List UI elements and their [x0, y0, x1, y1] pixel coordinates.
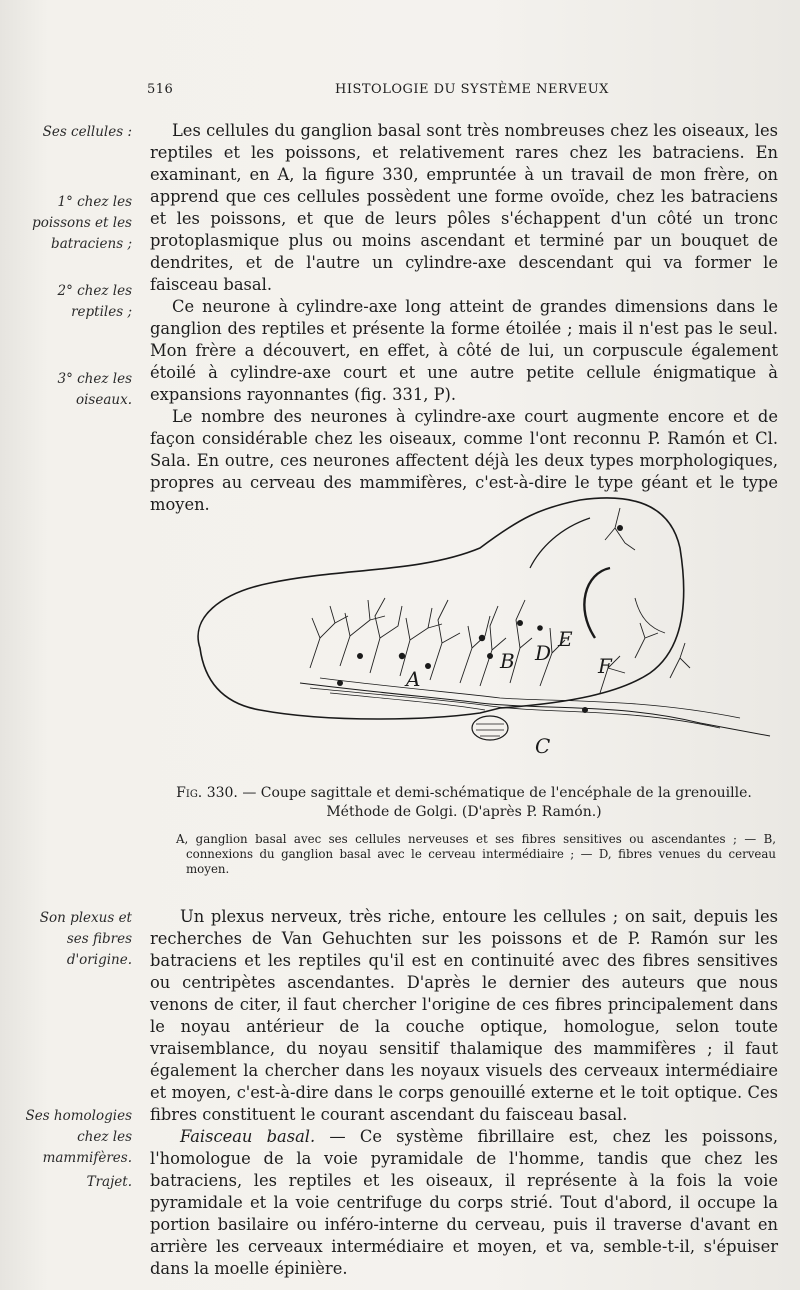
section-heading: Faisceau basal. — [180, 1127, 316, 1146]
margin-note-cells: Ses cellules : — [42, 124, 132, 140]
figure-label-a: A — [406, 667, 421, 691]
margin-note-birds: 3° chez les oiseaux. — [57, 371, 132, 408]
figure-label-f: F — [598, 654, 612, 678]
paragraph: Ce neurone à cylindre-axe long atteint de grandes dimensions dans le ganglion des reptiles et présente la forme étoilée ; mais il n'est pas le seul. Mon frère a découvert, en effet, à côté de lui, un corpuscule également étoilé à cylindre-axe court et une autre petite cellule énigmatique à expansions rayonnantes (fig. 331, P). — [150, 297, 778, 404]
page-number: 516 — [147, 82, 174, 97]
margin-note-reptiles: 2° chez les reptiles ; — [57, 283, 132, 320]
figure-label-b: B — [500, 649, 515, 673]
paragraph-faisceau — [150, 1126, 778, 1280]
figure-label-d: D — [535, 641, 552, 665]
margin-note-fish: 1° chez les poissons et les batraciens ; — [32, 194, 132, 252]
paragraph: Les cellules du ganglion basal sont très nombreuses chez les oiseaux, les reptiles et les poissons, et relativement rares chez les batraciens. En examinant, en A, la figure 330, empruntée à un travail de mon frère, on apprend que ces cellules possèdent une forme ovoïde, chez les batraciens et les poissons, et que de leurs pôles s'échappent d'un côté un tronc protoplasmique plus ou moins ascendant et terminé par un bouquet de dendrites, et de l'autre un cylindre-axe descendant qui va former le faisceau basal. — [150, 121, 778, 294]
figure-caption — [150, 784, 778, 822]
margin-note-homologies: Ses homologies chez les mammifères. — [25, 1108, 132, 1166]
body-text-top — [150, 120, 778, 516]
frog-brain-figure — [180, 488, 780, 773]
figure-number: Fig. 330. — [176, 785, 238, 801]
running-header — [147, 82, 772, 102]
tectum-arc — [584, 568, 610, 638]
paragraph: Un plexus nerveux, très riche, entoure les cellules ; on sait, depuis les recherches de Van Gehuchten sur les poissons et de P. Ramón sur les batraciens et les reptiles qu'il est en continuité avec des fibres sensitives ou centripètes ascendantes. D'après le dernier des auteurs que nous venons de citer, il faut chercher l'origine de ces fibres principalement dans le noyau antérieur de la couche optique, homologue, selon toute vraisemblance, du noyau sensitif thalamique des mammifères ; il faut également la chercher dans les noyaux visuels des cerveaux intermédiaire et moyen, c'est-à-dire dans le corps genouillé externe et le toit optique. Ces fibres constituent le courant ascendant du faisceau basal. — [150, 907, 778, 1124]
body-text-bottom — [150, 906, 778, 1280]
caption-source: Méthode de Golgi. (D'après P. Ramón.) — [326, 804, 602, 820]
figure-legend: A, ganglion basal avec ses cellules nerveuses et ses fibres sensitives ou ascendantes ; — B, connexions du ganglion basal avec le cerveau intermédiaire ; — D, fibres venues du cerveau moyen. — [176, 832, 776, 876]
caption-text: — Coupe sagittale et demi-schématique de l'encéphale de la grenouille. — [237, 785, 752, 801]
figure-label-e: E — [558, 627, 573, 651]
paragraph-text: — Ce système fibrillaire est, chez les poissons, l'homologue de la voie pyramidale de l'homme, tandis que chez les batraciens, les reptiles et les oiseaux, il représente à la fois la voie pyramidale et la voie centrifuge du corps strié. Tout d'abord, il occupe la portion basilaire ou inféro-interne du cerveau, puis il traverse d'avant en arrière les cerveaux intermédiaire et moyen, et va, semble-t-il, s'épuiser dans la moelle épinière. — [150, 1127, 779, 1278]
running-title: HISTOLOGIE DU SYSTÈME NERVEUX — [335, 82, 609, 97]
margin-note-plexus: Son plexus et ses fibres d'origine. — [39, 910, 132, 968]
brain-outline — [198, 498, 684, 719]
figure-label-c: C — [535, 734, 551, 758]
tectum-inner — [530, 518, 590, 568]
margin-note-trajet: Trajet. — [86, 1174, 132, 1190]
paragraph: Le nombre des neurones à cylindre-axe court augmente encore et de façon considérable chez les oiseaux, comme l'ont reconnu P. Ramón et Cl. Sala. En outre, ces neurones affectent déjà les deux types morphologiques, propres au cerveau des mammifères, c'est-à-dire le type géant et le type moyen. — [150, 407, 778, 514]
